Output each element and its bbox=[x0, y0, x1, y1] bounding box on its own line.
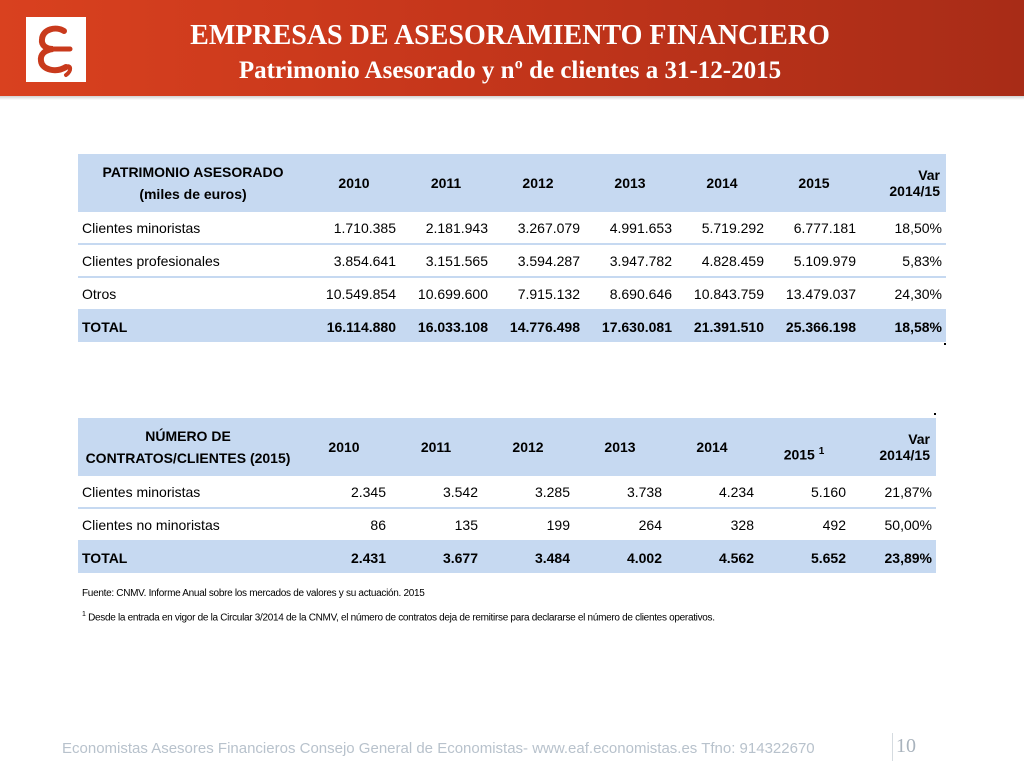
row-label: Otros bbox=[78, 277, 308, 310]
table-cell: 3.151.565 bbox=[400, 244, 492, 277]
table-cell: 328 bbox=[666, 508, 758, 541]
header-label-line1: PATRIMONIO ASESORADO bbox=[102, 164, 284, 180]
footer-text: Economistas Asesores Financieros Consejo General de Economistas- www.eaf.economistas.es Tfno: 914322670 bbox=[62, 740, 815, 757]
total-row bbox=[78, 541, 936, 573]
row-label: Clientes minoristas bbox=[78, 212, 308, 244]
table-cell: 3.484 bbox=[482, 541, 574, 573]
row-label: TOTAL bbox=[78, 541, 298, 573]
header-label-line2: (miles de euros) bbox=[139, 186, 247, 202]
table-cell: 13.479.037 bbox=[768, 277, 860, 310]
var-cell: 21,87% bbox=[850, 476, 936, 508]
table-cell: 5.719.292 bbox=[676, 212, 768, 244]
table-row bbox=[78, 212, 946, 244]
table-header-row bbox=[78, 418, 936, 476]
table-header-label bbox=[78, 418, 298, 476]
divider bbox=[892, 733, 893, 761]
row-label: Clientes minoristas bbox=[78, 476, 298, 508]
year-header: 2010 bbox=[308, 154, 400, 212]
footnote-marker: 1 bbox=[82, 611, 86, 618]
var-cell: 5,83% bbox=[860, 244, 946, 277]
year-header: 2011 bbox=[390, 418, 482, 476]
table-row bbox=[78, 508, 936, 541]
table-cell: 16.114.880 bbox=[308, 310, 400, 342]
table-cell: 2.431 bbox=[298, 541, 390, 573]
eaf-logo-icon bbox=[26, 17, 86, 82]
table-header-label bbox=[78, 154, 308, 212]
table-cell: 264 bbox=[574, 508, 666, 541]
var-header: Var 2014/15 bbox=[850, 418, 936, 476]
table-row bbox=[78, 476, 936, 508]
header-label-line2: CONTRATOS/CLIENTES (2015) bbox=[85, 450, 291, 466]
table-cell: 17.630.081 bbox=[584, 310, 676, 342]
page-subtitle: Patrimonio Asesorado y nº de clientes a 31-12-2015 bbox=[238, 57, 782, 84]
var-cell: 50,00% bbox=[850, 508, 936, 541]
divider bbox=[944, 343, 946, 345]
contratos-table bbox=[78, 418, 936, 573]
page-title: EMPRESAS DE ASESORAMIENTO FINANCIERO bbox=[190, 20, 830, 51]
header-shadow bbox=[0, 96, 1024, 100]
var-cell: 18,58% bbox=[860, 310, 946, 342]
table-cell: 5.109.979 bbox=[768, 244, 860, 277]
year-label: 2015 bbox=[783, 446, 815, 463]
table-cell: 5.652 bbox=[758, 541, 850, 573]
year-header: 2014 bbox=[676, 154, 768, 212]
patrimonio-table bbox=[78, 154, 946, 342]
year-header: 2013 bbox=[574, 418, 666, 476]
table-cell: 14.776.498 bbox=[492, 310, 584, 342]
footnote-text: Desde la entrada en vigor de la Circular 3/2014 de la CNMV, el número de contratos deja de remitirse para declararse el número de clientes operativos. bbox=[88, 612, 715, 624]
divider bbox=[934, 413, 936, 415]
table-cell: 7.915.132 bbox=[492, 277, 584, 310]
table-cell: 3.542 bbox=[390, 476, 482, 508]
table-cell: 135 bbox=[390, 508, 482, 541]
row-label: Clientes profesionales bbox=[78, 244, 308, 277]
table-cell: 4.002 bbox=[574, 541, 666, 573]
footnote bbox=[82, 611, 715, 623]
table-cell: 4.234 bbox=[666, 476, 758, 508]
year-header: 2010 bbox=[298, 418, 390, 476]
year-header: 2011 bbox=[400, 154, 492, 212]
table-cell: 2.345 bbox=[298, 476, 390, 508]
year-header: 2012 bbox=[492, 154, 584, 212]
row-label: TOTAL bbox=[78, 310, 308, 342]
table-cell: 16.033.108 bbox=[400, 310, 492, 342]
table-header-row bbox=[78, 154, 946, 212]
header-band bbox=[0, 0, 1024, 96]
table-cell: 86 bbox=[298, 508, 390, 541]
table-cell: 21.391.510 bbox=[676, 310, 768, 342]
var-cell: 24,30% bbox=[860, 277, 946, 310]
table-row bbox=[78, 244, 946, 277]
header-label-line1: NÚMERO DE bbox=[145, 428, 231, 444]
table-cell: 5.160 bbox=[758, 476, 850, 508]
table-cell: 1.710.385 bbox=[308, 212, 400, 244]
table-cell: 199 bbox=[482, 508, 574, 541]
table-cell: 2.181.943 bbox=[400, 212, 492, 244]
table-cell: 492 bbox=[758, 508, 850, 541]
table-row bbox=[78, 277, 946, 310]
table-cell: 3.594.287 bbox=[492, 244, 584, 277]
table-cell: 4.991.653 bbox=[584, 212, 676, 244]
source-note: Fuente: CNMV. Informe Anual sobre los mercados de valores y su actuación. 2015 bbox=[82, 588, 425, 599]
year-header: 2014 bbox=[666, 418, 758, 476]
table-cell: 3.677 bbox=[390, 541, 482, 573]
table-cell: 3.947.782 bbox=[584, 244, 676, 277]
table-cell: 10.549.854 bbox=[308, 277, 400, 310]
table-cell: 4.562 bbox=[666, 541, 758, 573]
year-header: 2013 bbox=[584, 154, 676, 212]
page-number: 10 bbox=[896, 735, 916, 757]
table-cell: 3.267.079 bbox=[492, 212, 584, 244]
table-cell: 6.777.181 bbox=[768, 212, 860, 244]
table-cell: 10.699.600 bbox=[400, 277, 492, 310]
table-cell: 3.854.641 bbox=[308, 244, 400, 277]
var-header: Var 2014/15 bbox=[860, 154, 946, 212]
table-cell: 10.843.759 bbox=[676, 277, 768, 310]
row-label: Clientes no minoristas bbox=[78, 508, 298, 541]
table-cell: 8.690.646 bbox=[584, 277, 676, 310]
var-cell: 18,50% bbox=[860, 212, 946, 244]
table-cell: 25.366.198 bbox=[768, 310, 860, 342]
total-row bbox=[78, 310, 946, 342]
footnote-marker: 1 bbox=[818, 445, 825, 457]
table-cell: 3.738 bbox=[574, 476, 666, 508]
table-cell: 4.828.459 bbox=[676, 244, 768, 277]
var-cell: 23,89% bbox=[850, 541, 936, 573]
year-header bbox=[758, 418, 850, 476]
table-cell: 3.285 bbox=[482, 476, 574, 508]
year-header: 2012 bbox=[482, 418, 574, 476]
year-header: 2015 bbox=[768, 154, 860, 212]
